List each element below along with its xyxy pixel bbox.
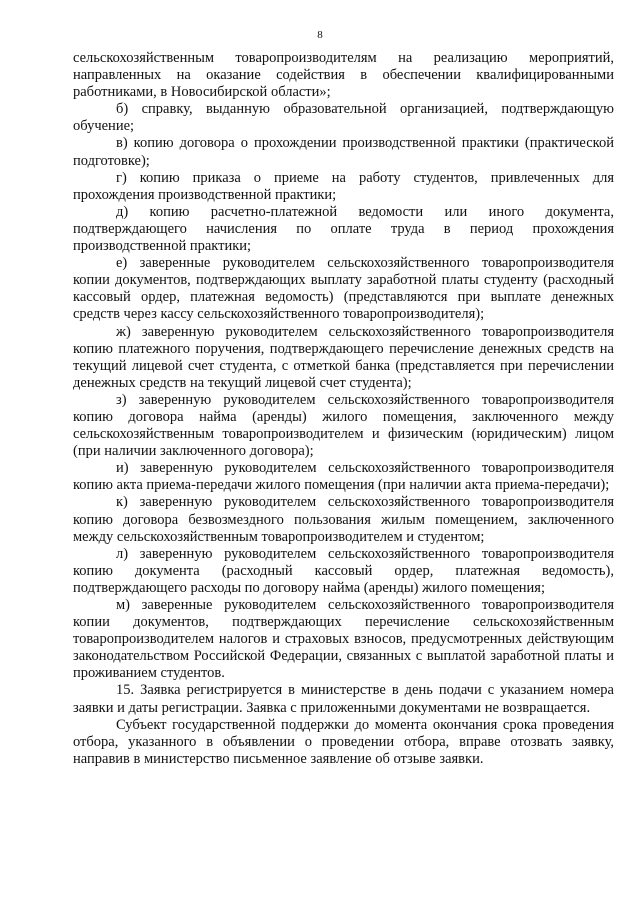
paragraph-item-d: д) копию расчетно-платежной ведомости или иного документа, подтверждающего начисления по оплате труда в период прохождения производственной практики;	[73, 203, 614, 255]
paragraph-continuation: сельскохозяйственным товаропроизводителям на реализацию мероприятий, направленных на оказание содействия в обеспечении квалифицированными работниками, в Новосибирской области»;	[73, 50, 614, 101]
paragraph-item-v: в) копию договора о прохождении производственной практики (практической подготовке);	[73, 135, 614, 169]
page-number: 8	[317, 29, 323, 41]
paragraph-item-l: л) заверенную руководителем сельскохозяйственного товаропроизводителя копию документа (расходный кассовый ордер, платежная ведомость), подтверждающего расходы по договору найма (аренды) жилого помещения;	[73, 545, 614, 596]
paragraph-item-k: к) заверенную руководителем сельскохозяйственного товаропроизводителя копию договора безвозмездного пользования жилым помещением, заключенного между сельскохозяйственным товаропроизводителем и студентом;	[73, 494, 614, 545]
paragraph-withdrawal: Субъект государственной поддержки до момента окончания срока проведения отбора, указанного в объявлении о проведении отбора, вправе отозвать заявку, направив в министерство письменное заявление об отзыве заявки.	[73, 716, 614, 767]
paragraph-item-z: з) заверенную руководителем сельскохозяйственного товаропроизводителя копию договора найма (аренды) жилого помещения, заключенного между сельскохозяйственным товаропроизводителем и физическим (юридическим) лицом (при наличии заключенного договора);	[73, 391, 614, 460]
paragraph-item-m: м) заверенные руководителем сельскохозяйственного товаропроизводителя копии документов, подтверждающих перечисление сельскохозяйственным товаропроизводителем налогов и страховых взносов, предусмотренных действующим законодательством Российской Федерации, связанных с выплатой заработной платы и проживанием студентов.	[73, 597, 614, 682]
paragraph-item-e: е) заверенные руководителем сельскохозяйственного товаропроизводителя копии документов, подтверждающих выплату заработной платы студенту (расходный кассовый ордер, платежная ведомость) (представляются при выплате денежных средств через кассу сельскохозяйственного товаропроизводителя);	[73, 255, 614, 323]
document-body	[73, 50, 614, 768]
paragraph-item-i: и) заверенную руководителем сельскохозяйственного товаропроизводителя копию акта приема-передачи жилого помещения (при наличии акта приема-передачи);	[73, 460, 614, 494]
paragraph-clause-15: 15. Заявка регистрируется в министерстве в день подачи с указанием номера заявки и даты регистрации. Заявка с приложенными документами не возвращается.	[73, 682, 614, 716]
paragraph-item-g: г) копию приказа о приеме на работу студентов, привлеченных для прохождения производственной практики;	[73, 169, 614, 203]
paragraph-item-b: б) справку, выданную образовательной организацией, подтверждающую обучение;	[73, 101, 614, 135]
paragraph-item-zh: ж) заверенную руководителем сельскохозяйственного товаропроизводителя копию платежного поручения, подтверждающего перечисление денежных средств на текущий лицевой счет студента, с отметкой банка (представляется при перечислении денежных средств на текущий лицевой счет студента);	[73, 323, 614, 391]
